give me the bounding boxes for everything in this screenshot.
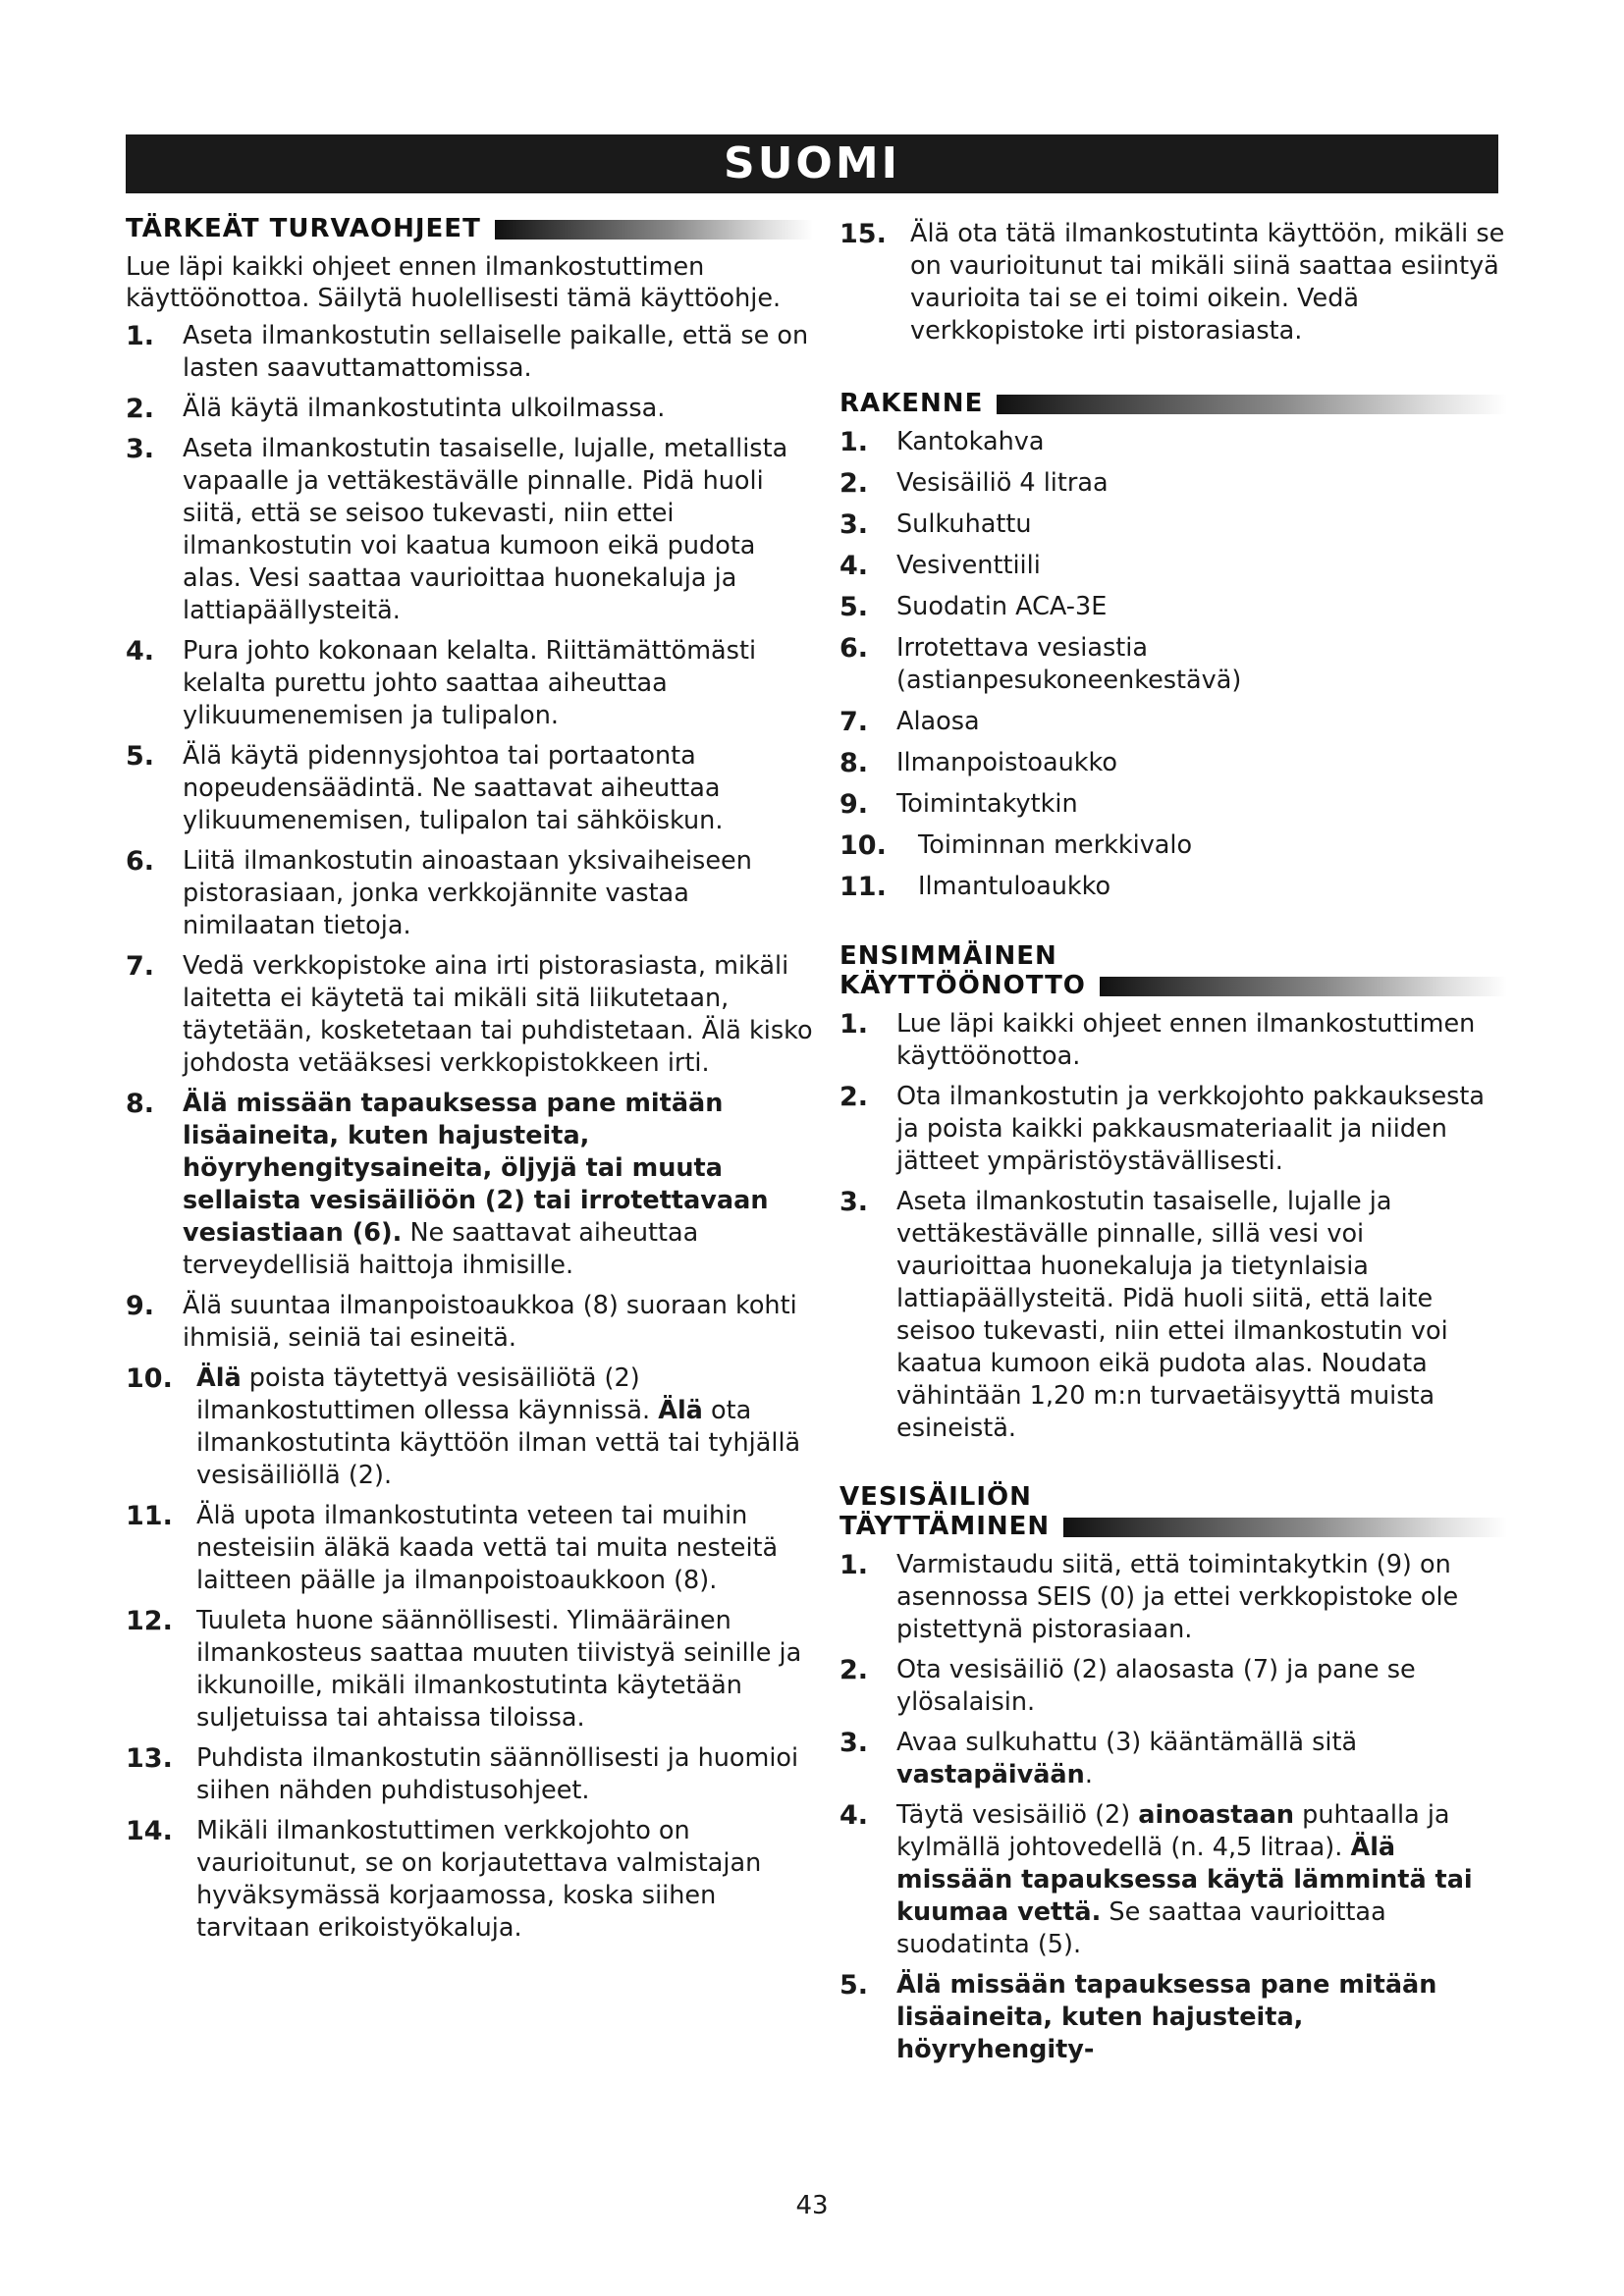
item-number: 6. <box>839 633 869 664</box>
item-text: Irrotettava vesiastia (astianpesukoneenkestävä) <box>896 633 1242 695</box>
list-item <box>839 1799 1507 1961</box>
item-number: 3. <box>839 509 869 540</box>
item-text: Aseta ilmankostutin tasaiselle, lujalle, metallista vapaalle ja vettäkestävälle pinnalle. Pidä huoli siitä, että se seisoo tukevasti, niin ettei ilmankostutin voi kaatua kumoon eikä pudota alas. Vesi saattaa vaurioittaa huonekaluja ja lattiapäällysteitä. <box>183 434 788 625</box>
item-text: Aseta ilmankostutin tasaiselle, lujalle ja vettäkestävälle pinnalle, sillä vesi voi vaurioittaa huonekaluja ja tietynlaisia lattiapäällysteitä. Pidä huoli siitä, että laite seisoo tukevasti, niin ettei ilmankostutin voi kaatua kumoon eikä pudota alas. Noudata vähintään 1,20 m:n turvaetäisyyttä muista esineistä. <box>896 1187 1448 1443</box>
list-item <box>126 1362 813 1492</box>
item-emphasis-bold: vastapäivään <box>896 1760 1085 1789</box>
item-text: Puhdista ilmankostutin säännöllisesti ja huomioi siihen nähden puhdistusohjeet. <box>196 1743 799 1805</box>
section-title: TÄRKEÄT TURVAOHJEET <box>126 214 481 243</box>
item-number: 14. <box>126 1816 173 1846</box>
heading-gradient-bar <box>997 395 1507 414</box>
item-text: ota ilmankostutinta käyttöön ilman vettä tai tyhjällä vesisäiliöllä (2). <box>196 1396 801 1490</box>
item-number: 5. <box>126 741 155 772</box>
left-column <box>126 214 813 1952</box>
item-number: 3. <box>126 434 155 464</box>
item-number: 7. <box>839 707 869 737</box>
section-title-line-2: TÄYTTÄMINEN <box>839 1512 1051 1541</box>
item-number: 6. <box>126 846 155 877</box>
item-text: Liitä ilmankostutin ainoastaan yksivaiheiseen pistorasiaan, jonka verkkojännite vastaa nimilaatan tietoja. <box>183 846 752 940</box>
list-item <box>126 320 813 385</box>
item-text: Avaa sulkuhattu (3) kääntämällä sitä <box>896 1728 1358 1757</box>
item-text: Varmistaudu siitä, että toimintakytkin (9) on asennossa SEIS (0) ja ettei verkkopistoke ole pistettynä pistorasiaan. <box>896 1550 1459 1644</box>
item-text: poista täytettyä vesisäiliötä (2) ilmankostuttimen ollessa käynnissä. <box>196 1363 659 1425</box>
item-text: Älä suuntaa ilmanpoistoaukkoa (8) suoraan kohti ihmisiä, seiniä tai esineitä. <box>183 1291 797 1353</box>
spacer <box>839 1453 1507 1482</box>
list-item <box>839 632 1507 697</box>
section-title-line-1: VESISÄILIÖN <box>839 1482 1032 1512</box>
item-text: Ilmanpoistoaukko <box>896 748 1118 777</box>
section-title <box>839 941 1086 1000</box>
list-item <box>839 1727 1507 1791</box>
list-item <box>126 845 813 942</box>
item-number: 12. <box>126 1606 173 1636</box>
item-text-end: . <box>1084 1760 1093 1789</box>
list-item <box>126 1605 813 1735</box>
right-column <box>839 218 1507 2074</box>
item-number: 3. <box>839 1187 869 1217</box>
item-text: Kantokahva <box>896 427 1045 456</box>
item-number: 4. <box>839 551 869 581</box>
item-number: 11. <box>839 872 887 902</box>
item-warning-bold: Älä <box>658 1396 703 1425</box>
list-item <box>126 433 813 627</box>
list-item <box>126 635 813 732</box>
item-text: Lue läpi kaikki ohjeet ennen ilmankostuttimen käyttöönottoa. <box>896 1009 1476 1071</box>
item-text: Älä ota tätä ilmankostutinta käyttöön, mikäli se on vaurioitunut tai mikäli siinä saattaa esiintyä vaurioita tai se ei toimi oikein. Vedä verkkopistoke irti pistorasiasta. <box>910 219 1505 346</box>
item-warning-bold: Älä missään tapauksessa käytä lämmintä tai kuumaa vettä. <box>896 1833 1473 1927</box>
section-title <box>839 1482 1050 1541</box>
list-item <box>839 871 1507 903</box>
safety-list-continued <box>839 218 1507 347</box>
item-number: 3. <box>839 1728 869 1758</box>
item-warning-bold: Älä missään tapauksessa pane mitään lisäaineita, kuten hajusteita, höyryhengity- <box>896 1970 1437 2064</box>
section-title-line-2: KÄYTTÖÖNOTTO <box>839 971 1086 1000</box>
item-text: Täytä vesisäiliö (2) <box>896 1800 1139 1830</box>
list-item <box>839 1081 1507 1178</box>
list-item <box>126 1290 813 1355</box>
item-text: Vedä verkkopistoke aina irti pistorasiasta, mikäli laitetta ei käytetä tai mikäli sitä liikutetaan, täytetään, kosketetaan tai puhdistetaan. Älä kisko johdosta vetääksesi verkkopistokkeen irti. <box>183 951 813 1078</box>
item-number: 1. <box>839 1009 869 1040</box>
list-item <box>839 1186 1507 1445</box>
list-item <box>839 550 1507 582</box>
page-number: 43 <box>795 2191 829 2220</box>
item-number: 15. <box>839 219 887 249</box>
item-text: Älä käytä ilmankostutinta ulkoilmassa. <box>183 394 666 423</box>
spacer <box>839 912 1507 941</box>
item-number: 2. <box>126 394 155 424</box>
list-item <box>839 467 1507 500</box>
item-text: Älä käytä pidennysjohtoa tai portaatonta nopeudensäädintä. Ne saattavat aiheuttaa ylikuumenemisen, tulipalon tai sähköiskun. <box>183 741 724 835</box>
list-item <box>839 747 1507 779</box>
item-warning-bold: Älä missään tapauksessa pane mitään lisäaineita, kuten hajusteita, höyryhengitysaineita, öljyjä tai muuta sellaista vesisäiliöön (2) tai irrotettavaan vesiastiaan (6). <box>183 1089 769 1248</box>
section-heading-filling <box>839 1482 1507 1541</box>
spacer <box>839 355 1507 389</box>
item-text: Alaosa <box>896 707 980 736</box>
list-item <box>126 1742 813 1807</box>
item-number: 8. <box>839 748 869 778</box>
item-number: 10. <box>126 1363 173 1394</box>
list-item <box>839 426 1507 458</box>
item-number: 2. <box>839 1655 869 1685</box>
list-item <box>839 218 1507 347</box>
list-item <box>126 1088 813 1282</box>
item-text: Ilmantuloaukko <box>918 872 1111 901</box>
item-number: 9. <box>126 1291 155 1321</box>
item-number: 1. <box>839 1550 869 1580</box>
item-text: Ota ilmankostutin ja verkkojohto pakkauksesta ja poista kaikki pakkausmateriaalit ja niiden jätteet ympäristöystävällisesti. <box>896 1082 1486 1176</box>
item-text: Ne saattavat aiheuttaa terveydellisiä haittoja ihmisille. <box>183 1218 699 1280</box>
item-warning-bold: Älä <box>196 1363 242 1393</box>
item-text: Suodatin ACA-3E <box>896 592 1108 621</box>
item-text: Pura johto kokonaan kelalta. Riittämättömästi kelalta purettu johto saattaa aiheuttaa ylikuumenemisen ja tulipalon. <box>183 636 757 730</box>
item-number: 8. <box>126 1089 155 1119</box>
item-text: Sulkuhattu <box>896 509 1032 539</box>
list-item <box>126 950 813 1080</box>
item-text: Vesiventtiili <box>896 551 1041 580</box>
section-title-line-1: ENSIMMÄINEN <box>839 941 1057 971</box>
list-item <box>839 1008 1507 1073</box>
list-item <box>126 1815 813 1945</box>
safety-list <box>126 320 813 1945</box>
item-number: 4. <box>839 1800 869 1831</box>
list-item <box>839 1969 1507 2066</box>
item-number: 13. <box>126 1743 173 1774</box>
parts-list <box>839 426 1507 903</box>
item-text: Tuuleta huone säännöllisesti. Ylimääräinen ilmankosteus saattaa muuten tiivistyä seinille ja ikkunoille, mikäli ilmankostutinta käytetään suljetuissa tai ahtaissa tiloissa. <box>196 1606 802 1733</box>
list-item <box>126 1500 813 1597</box>
item-text: Ota vesisäiliö (2) alaosasta (7) ja pane se ylösalaisin. <box>896 1655 1416 1717</box>
heading-gradient-bar <box>1063 1518 1507 1537</box>
list-item <box>126 393 813 425</box>
item-emphasis-bold: ainoastaan <box>1138 1800 1295 1830</box>
section-title: RAKENNE <box>839 389 984 418</box>
item-text: Mikäli ilmankostuttimen verkkojohto on vaurioitunut, se on korjautettava valmistajan hyväksymässä korjaamossa, koska siihen tarvitaan erikoistyökaluja. <box>196 1816 762 1943</box>
item-text: puhtaalla ja kylmällä johtovedellä (n. 4,5 litraa). <box>896 1800 1450 1862</box>
intro-text: Lue läpi kaikki ohjeet ennen ilmankostuttimen käyttöönottoa. Säilytä huolellisesti tämä käyttöohje. <box>126 252 782 313</box>
section-heading-safety <box>126 214 813 243</box>
filling-list <box>839 1549 1507 2066</box>
item-text: Älä upota ilmankostutinta veteen tai muihin nesteisiin äläkä kaada vettä tai muita nesteitä laitteen päälle ja ilmanpoistoaukkoon (8). <box>196 1501 779 1595</box>
list-item <box>839 788 1507 821</box>
list-item <box>126 740 813 837</box>
list-item <box>839 706 1507 738</box>
item-text: Vesisäiliö 4 litraa <box>896 468 1109 498</box>
item-text: Toimintakytkin <box>896 789 1078 819</box>
section-heading-first-use <box>839 941 1507 1000</box>
list-item <box>839 508 1507 541</box>
item-number: 11. <box>126 1501 173 1531</box>
item-number: 5. <box>839 592 869 622</box>
heading-gradient-bar <box>495 220 813 240</box>
item-number: 9. <box>839 789 869 820</box>
language-banner: SUOMI <box>126 134 1498 193</box>
item-number: 10. <box>839 830 887 861</box>
list-item <box>839 1549 1507 1646</box>
list-item <box>839 1654 1507 1719</box>
item-text: Aseta ilmankostutin sellaiselle paikalle, että se on lasten saavuttamattomissa. <box>183 321 809 383</box>
item-number: 7. <box>126 951 155 982</box>
item-number: 5. <box>839 1970 869 2001</box>
item-number: 1. <box>839 427 869 457</box>
list-item <box>839 591 1507 623</box>
section-heading-rakenne <box>839 389 1507 418</box>
heading-gradient-bar <box>1100 977 1507 996</box>
item-number: 2. <box>839 468 869 499</box>
item-number: 4. <box>126 636 155 667</box>
item-text: Toiminnan merkkivalo <box>918 830 1193 860</box>
item-number: 2. <box>839 1082 869 1112</box>
list-item <box>839 829 1507 862</box>
item-number: 1. <box>126 321 155 351</box>
item-text: Se saattaa vaurioittaa suodatinta (5). <box>896 1897 1386 1959</box>
first-use-list <box>839 1008 1507 1445</box>
